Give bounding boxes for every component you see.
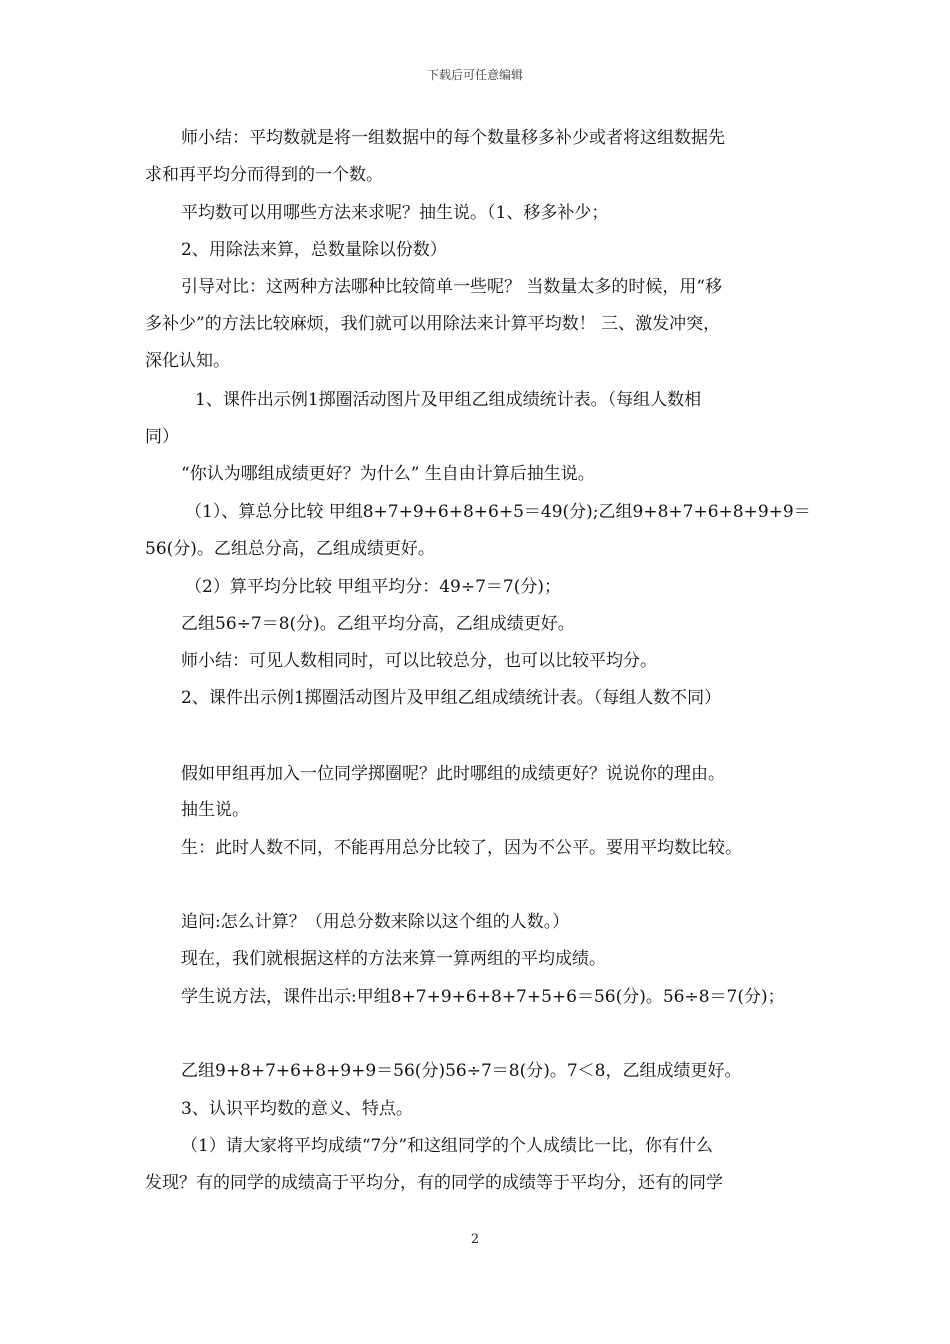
text-line: 同）	[145, 427, 179, 447]
text-line: （1）、算总分比较 甲组8+7+9+6+8+6+5＝49(分);乙组9+8+7+6+8+9+9＝	[185, 502, 811, 522]
text-line: 师小结：可见人数相同时，可以比较总分，也可以比较平均分。	[181, 651, 657, 671]
text-line: 多补少”的方法比较麻烦，我们就可以用除法来计算平均数！ 三、激发冲突，	[145, 314, 721, 334]
text-line: 56(分)。乙组总分高，乙组成绩更好。	[145, 539, 435, 559]
text-line: （2）算平均分比较 甲组平均分：49÷7＝7(分)；	[185, 577, 561, 597]
text-line: 师小结：平均数就是将一组数据中的每个数量移多补少或者将这组数据先	[181, 128, 725, 148]
text-line: 乙组56÷7＝8(分)。乙组平均分高，乙组成绩更好。	[181, 614, 575, 634]
text-line: 现在，我们就根据这样的方法来算一算两组的平均成绩。	[181, 949, 606, 969]
text-line: 生：此时人数不同，不能再用总分比较了，因为不公平。要用平均数比较。	[181, 838, 742, 858]
text-line: 引导对比：这两种方法哪种比较简单一些呢？ 当数量太多的时候，用“移	[181, 277, 723, 297]
text-line: 学生说方法，课件出示:甲组8+7+9+6+8+7+5+6＝56(分)。56÷8＝7(分)；	[181, 987, 785, 1007]
text-line: “你认为哪组成绩更好？为什么” 生自由计算后抽生说。	[181, 464, 595, 484]
text-line: 平均数可以用哪些方法来求呢？抽生说。（1、移多补少；	[181, 203, 609, 223]
text-line: （1）请大家将平均成绩“7分”和这组同学的个人成绩比一比，你有什么	[181, 1136, 714, 1156]
text-line: 1、课件出示例1掷圈活动图片及甲组乙组成绩统计表。（每组人数相	[195, 390, 702, 410]
text-line: 抽生说。	[181, 800, 249, 820]
text-line: 3、认识平均数的意义、特点。	[181, 1099, 413, 1119]
text-line: 追问:怎么计算？（用总分数来除以这个组的人数。）	[181, 912, 570, 932]
page-number: 2	[470, 1232, 480, 1247]
text-line: 求和再平均分而得到的一个数。	[145, 165, 383, 185]
text-line: 深化认知。	[145, 351, 230, 371]
text-line: 发现？有的同学的成绩高于平均分，有的同学的成绩等于平均分，还有的同学	[145, 1173, 723, 1193]
text-line: 假如甲组再加入一位同学掷圈呢？此时哪组的成绩更好？说说你的理由。	[181, 764, 725, 784]
text-line: 2、用除法来算，总数量除以份数）	[181, 240, 447, 260]
text-line: 乙组9+8+7+6+8+9+9＝56(分)56÷7＝8(分)。7＜8，乙组成绩更好。	[181, 1061, 742, 1081]
text-line: 2、课件出示例1掷圈活动图片及甲组乙组成绩统计表。（每组人数不同）	[181, 688, 722, 708]
page-header: 下载后可任意编辑	[426, 68, 523, 82]
